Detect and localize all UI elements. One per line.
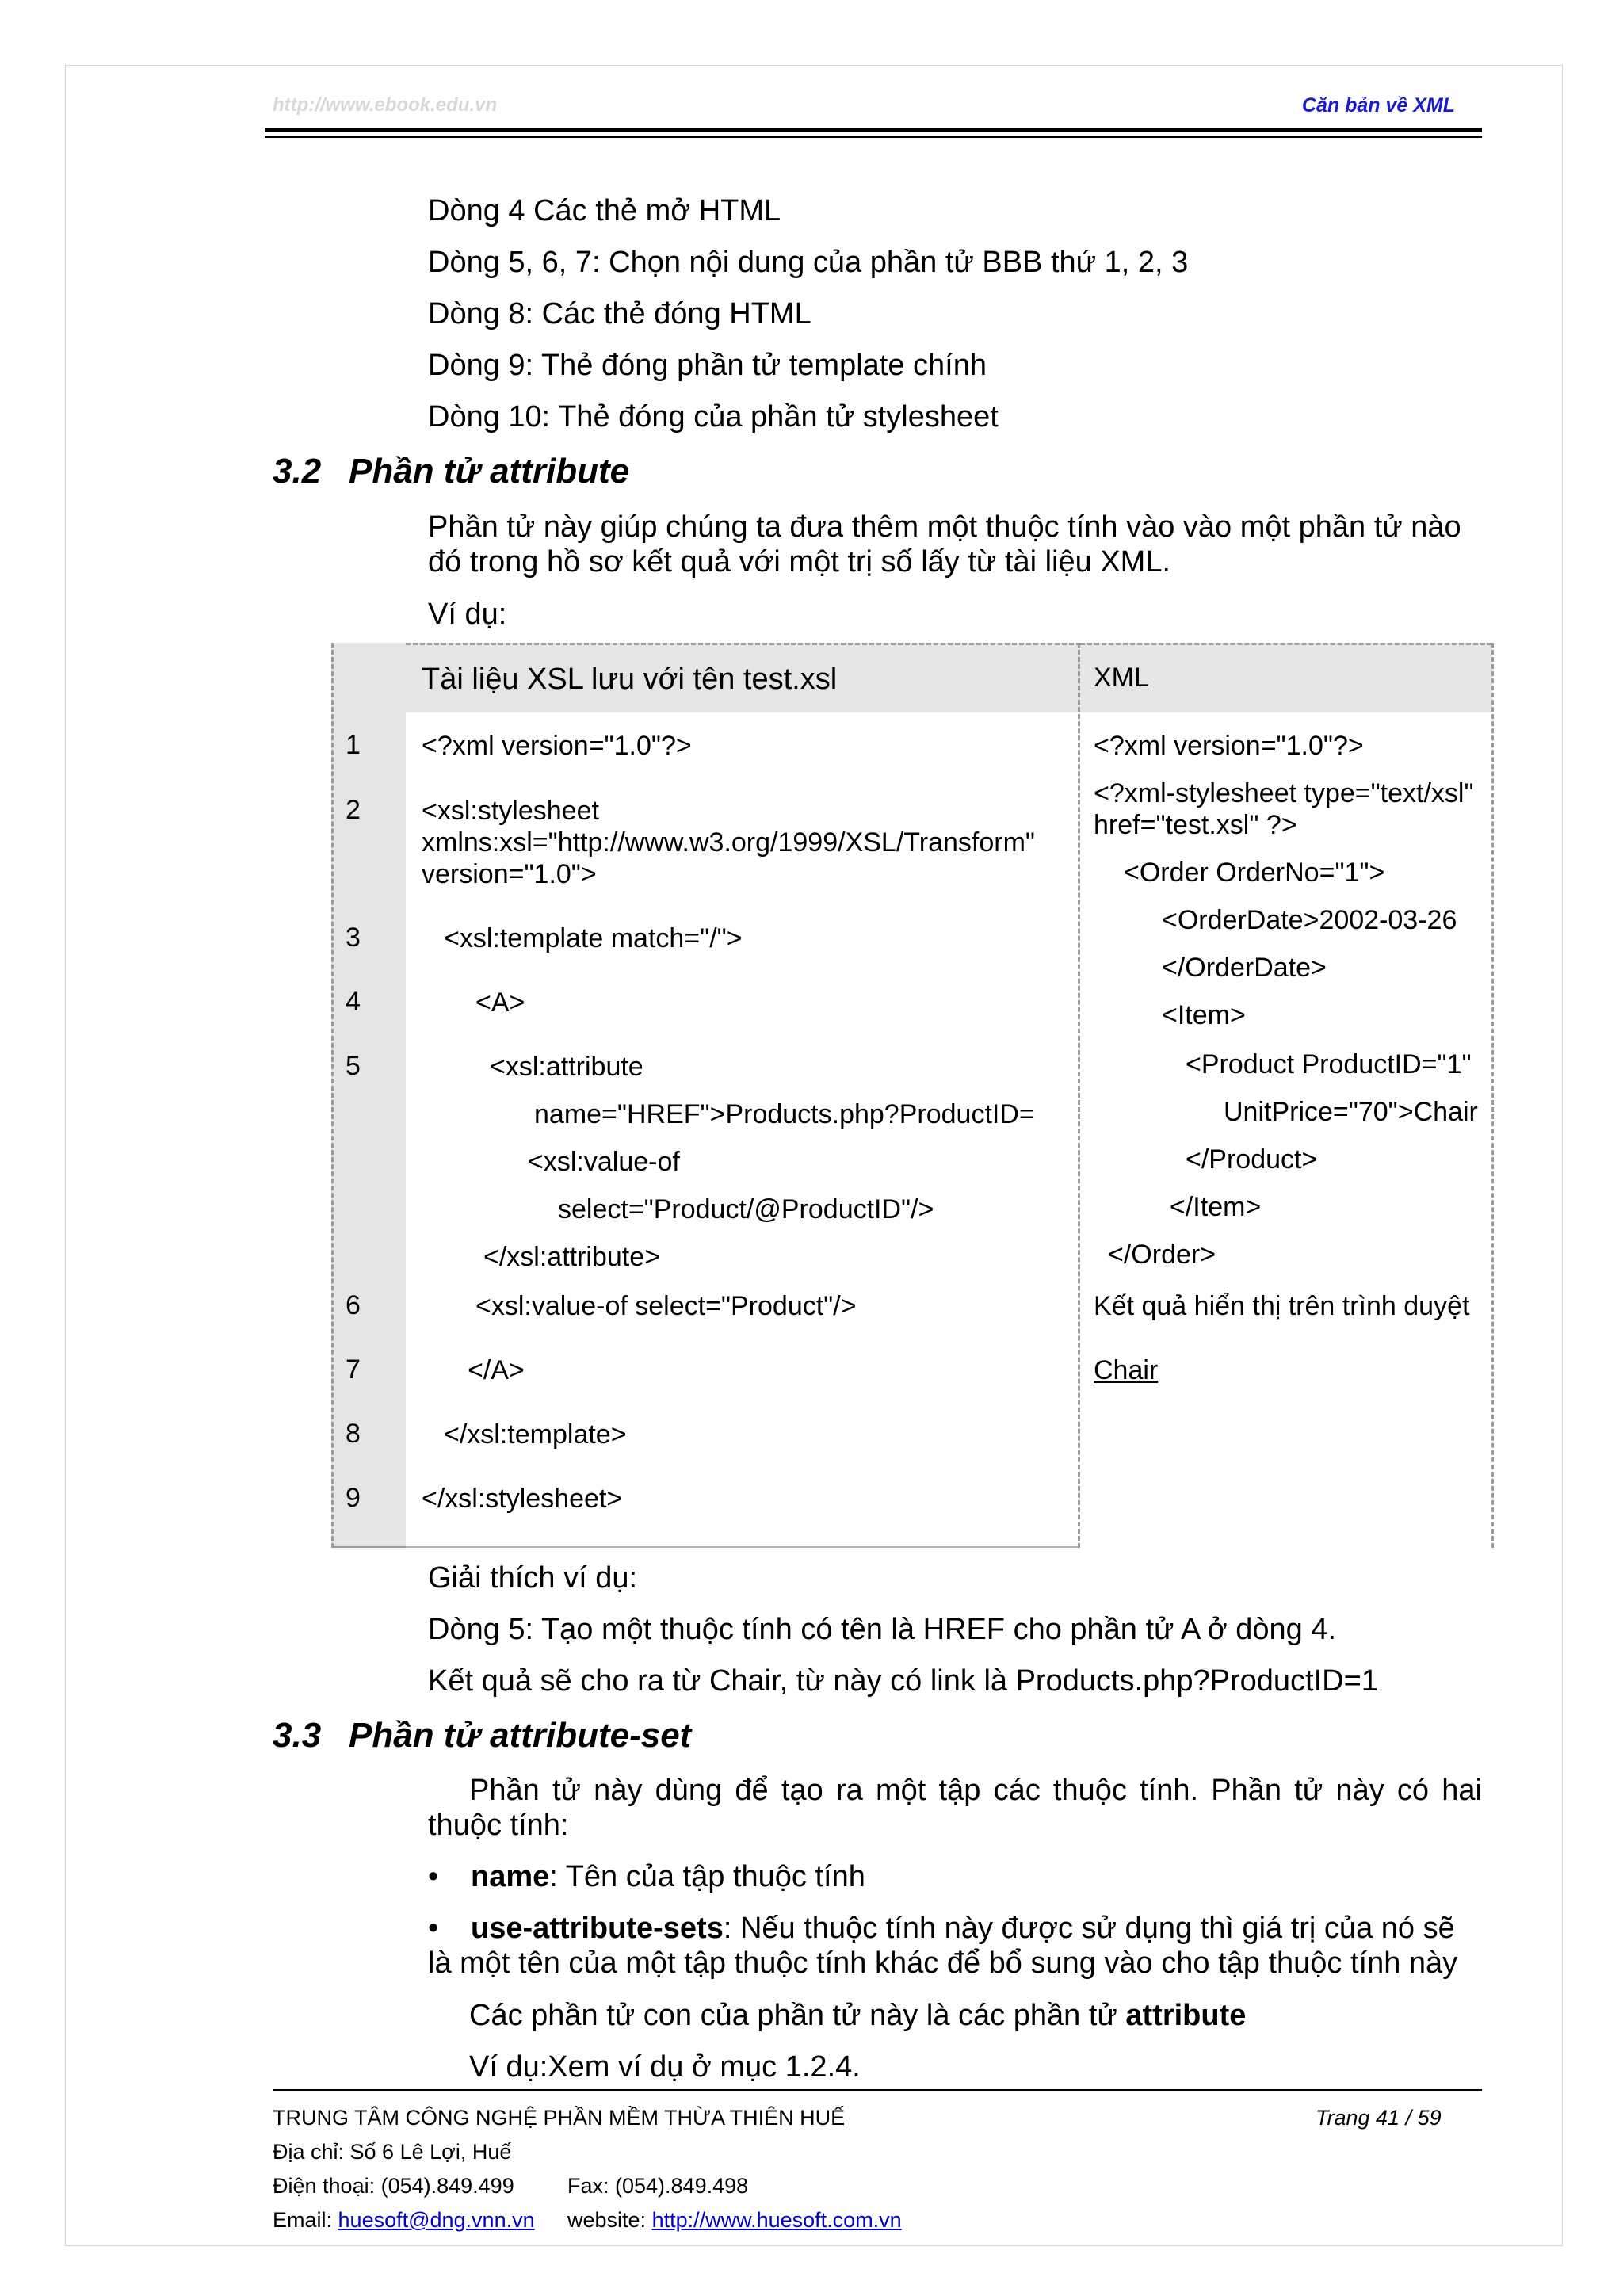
- table-bottom-rule: [331, 1546, 406, 1548]
- example-label: Ví dụ:: [428, 598, 507, 631]
- column-divider: [1078, 643, 1080, 1548]
- header-title: Căn bản về XML: [1301, 94, 1455, 117]
- xsl-code-line: <xsl:stylesheet: [422, 796, 599, 826]
- xml-code-line: <Product ProductID="1": [1186, 1049, 1472, 1079]
- bullet-item: [428, 1910, 1482, 1946]
- line-number: 2: [346, 795, 361, 825]
- bullet-term: use-attribute-sets: [471, 1912, 724, 1945]
- line-number: 9: [346, 1483, 361, 1513]
- xml-code-line: <?xml-stylesheet type="text/xsl": [1094, 778, 1474, 808]
- xsl-code-line: select="Product/@ProductID"/>: [558, 1194, 934, 1224]
- children-text: Các phần tử con của phần tử này là các phần tử: [469, 1999, 1126, 2032]
- xsl-code-line: version="1.0">: [422, 859, 597, 889]
- result-label: Kết quả hiển thị trên trình duyệt: [1094, 1291, 1470, 1321]
- footer-website-label: website:: [567, 2208, 652, 2232]
- children-note: [469, 1997, 1523, 2034]
- example-reference: Ví dụ:Xem ví dụ ở mục 1.2.4.: [469, 2050, 861, 2084]
- header-rule: [265, 128, 1482, 132]
- xml-code-line: </OrderDate>: [1162, 953, 1327, 983]
- footer-phone: Điện thoại: (054).849.499: [273, 2174, 514, 2198]
- section-title: Phần tử attribute-set: [349, 1716, 692, 1755]
- xsl-code-line: </xsl:attribute>: [483, 1242, 661, 1272]
- footer-page-number: Trang 41 / 59: [1316, 2106, 1442, 2130]
- line-number: 3: [346, 923, 361, 953]
- xml-code-line: </Order>: [1108, 1240, 1216, 1270]
- xsl-code-line: xmlns:xsl="http://www.w3.org/1999/XSL/Transform": [422, 827, 1035, 858]
- explain-label: Giải thích ví dụ:: [428, 1561, 638, 1595]
- xsl-code-line: <xsl:value-of select="Product"/>: [475, 1291, 857, 1321]
- intro-line: Dòng 8: Các thẻ đóng HTML: [428, 297, 812, 330]
- line-number: 4: [346, 987, 361, 1017]
- section-paragraph: đó trong hồ sơ kết quả với một trị số lấy từ tài liệu XML.: [428, 545, 1171, 579]
- footer-email-link[interactable]: huesoft@dng.vnn.vn: [338, 2208, 535, 2232]
- table-head-xsl: Tài liệu XSL lưu với tên test.xsl: [422, 663, 838, 696]
- table-head-xml: XML: [1094, 663, 1149, 693]
- footer-website-link[interactable]: http://www.huesoft.com.vn: [651, 2208, 902, 2232]
- xml-code-line: href="test.xsl" ?>: [1094, 810, 1297, 840]
- result-link[interactable]: Chair: [1094, 1355, 1159, 1385]
- section-heading-3-3: [273, 1716, 691, 1755]
- children-bold: attribute: [1125, 1999, 1247, 2032]
- xml-code-line: </Product>: [1186, 1144, 1318, 1175]
- intro-line: Dòng 5, 6, 7: Chọn nội dung của phần tử BBB thứ 1, 2, 3: [428, 246, 1189, 279]
- table-bottom-rule: [406, 1546, 1078, 1548]
- bullet-term: name: [471, 1860, 550, 1893]
- bullet-text: : Tên của tập thuộc tính: [549, 1860, 865, 1893]
- bullet-item: [428, 1859, 865, 1895]
- bullet-icon: •: [428, 1860, 439, 1893]
- xsl-code-line: <A>: [475, 988, 525, 1018]
- line-number: 5: [346, 1051, 361, 1081]
- footer-org: TRUNG TÂM CÔNG NGHỆ PHẦN MỀM THỪA THIÊN HUẾ: [273, 2106, 846, 2130]
- footer-email: [273, 2208, 535, 2233]
- xml-code-line: <Order OrderNo="1">: [1124, 858, 1385, 888]
- section-paragraph: Phần tử này giúp chúng ta đưa thêm một thuộc tính vào vào một phần tử nào: [428, 510, 1461, 544]
- xsl-code-line: <xsl:template match="/">: [444, 923, 743, 953]
- xsl-code-line: <xsl:value-of: [528, 1147, 680, 1177]
- bullet-icon: •: [428, 1912, 439, 1945]
- xml-code-line: </Item>: [1170, 1192, 1262, 1222]
- footer-rule: [273, 2089, 1482, 2091]
- section-title: Phần tử attribute: [349, 452, 630, 491]
- line-number: 8: [346, 1419, 361, 1449]
- line-number: 7: [346, 1354, 361, 1385]
- xsl-code-line: </xsl:stylesheet>: [422, 1484, 623, 1514]
- line-number: 1: [346, 730, 361, 760]
- xsl-code-line: name="HREF">Products.php?ProductID=: [534, 1099, 1035, 1129]
- line-number-column: [331, 643, 406, 1548]
- xsl-code-line: <?xml version="1.0"?>: [422, 731, 692, 761]
- footer-address: Địa chỉ: Số 6 Lê Lợi, Huế: [273, 2140, 512, 2164]
- line-number: 6: [346, 1290, 361, 1320]
- footer-website: [567, 2208, 902, 2233]
- xml-code-line: UnitPrice="70">Chair: [1224, 1097, 1478, 1127]
- xsl-code-line: </xsl:template>: [444, 1419, 627, 1450]
- section-number: 3.3: [273, 1716, 322, 1755]
- xsl-code-line: <xsl:attribute: [490, 1052, 643, 1082]
- xml-code-line: <?xml version="1.0"?>: [1094, 731, 1364, 761]
- explain-line: Dòng 5: Tạo một thuộc tính có tên là HREF cho phần tử A ở dòng 4.: [428, 1613, 1337, 1646]
- example-table: [331, 643, 1495, 1548]
- header-rule-thin: [265, 136, 1482, 138]
- table-right-edge: [1491, 643, 1494, 1548]
- section-paragraph: Phần tử này dùng để tạo ra một tập các thuộc tính. Phần tử này có hai: [469, 1774, 1482, 1807]
- section-heading-3-2: [273, 452, 629, 491]
- bullet-text: : Nếu thuộc tính này được sử dụng thì giá trị của nó sẽ: [723, 1912, 1455, 1945]
- bullet-text-continued: là một tên của một tập thuộc tính khác để bổ sung vào cho tập thuộc tính này: [428, 1946, 1458, 1980]
- intro-line: Dòng 10: Thẻ đóng của phần tử stylesheet: [428, 400, 999, 434]
- intro-line: Dòng 9: Thẻ đóng phần tử template chính: [428, 349, 987, 382]
- xml-code-line: <Item>: [1162, 1000, 1246, 1030]
- header-url: http://www.ebook.edu.vn: [273, 94, 498, 116]
- explain-line: Kết quả sẽ cho ra từ Chair, từ này có link là Products.php?ProductID=1: [428, 1664, 1378, 1698]
- xsl-code-line: </A>: [468, 1355, 525, 1385]
- footer-fax: Fax: (054).849.498: [567, 2174, 749, 2198]
- xml-code-line: <OrderDate>2002-03-26: [1162, 905, 1457, 935]
- footer-email-label: Email:: [273, 2208, 338, 2232]
- section-number: 3.2: [273, 452, 322, 491]
- section-paragraph: thuộc tính:: [428, 1809, 569, 1842]
- intro-line: Dòng 4 Các thẻ mở HTML: [428, 194, 781, 227]
